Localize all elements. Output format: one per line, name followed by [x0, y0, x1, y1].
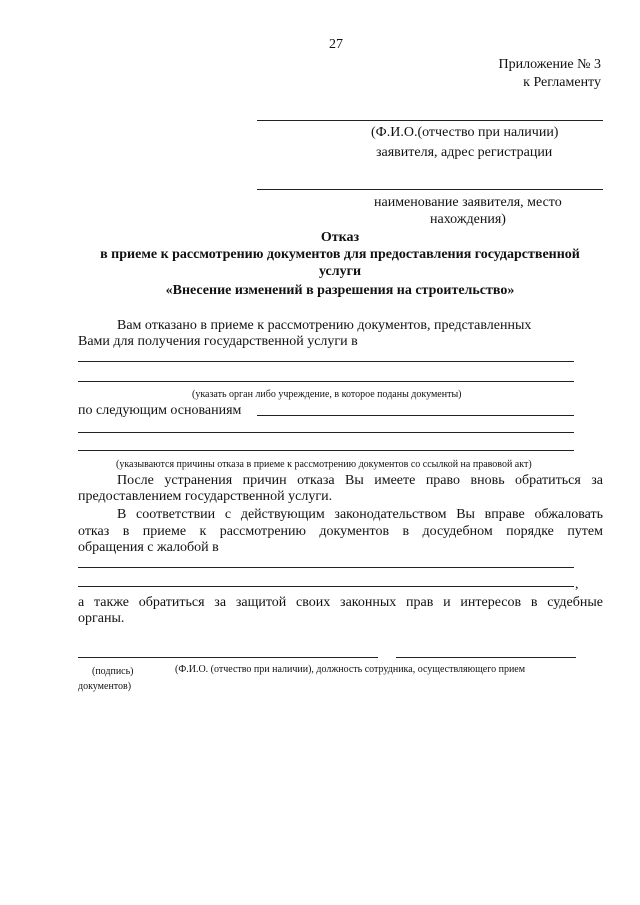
- grounds-underline-1: [257, 415, 574, 416]
- employee-fio-label: (Ф.И.О. (отчество при наличии), должность сотрудника, осуществляющего прием: [175, 664, 526, 675]
- documents-label: документов): [78, 681, 132, 692]
- reasons-hint: (указываются причины отказа в приеме к рассмотрению документов со ссылкой на правовой акт): [116, 459, 532, 470]
- refusal-text-line1: Вам отказано в приеме к рассмотрению документов, представленных: [117, 318, 532, 333]
- applicant-location-label: нахождения): [430, 212, 506, 227]
- refusal-text-line2: Вами для получения государственной услуги в: [78, 334, 358, 349]
- appeal-underline-1: [78, 567, 574, 568]
- title-service-name: «Внесение изменений в разрешения на строительство»: [165, 283, 515, 298]
- title-line2: в приеме к рассмотрению документов для предоставления государственной: [100, 247, 580, 262]
- appeal-text-line1: В соответствии с действующим законодательством Вы вправе обжаловать: [117, 507, 603, 522]
- reapply-text-line2: предоставлением государственной услуги.: [78, 489, 333, 504]
- applicant-fio-underline: [257, 120, 603, 121]
- page-number: 27: [329, 37, 343, 52]
- applicant-fio-label: (Ф.И.О.(отчество при наличии): [371, 125, 559, 140]
- grounds-underline-3: [78, 450, 574, 451]
- grounds-underline-2: [78, 432, 574, 433]
- appendix-line: Приложение № 3: [498, 57, 601, 72]
- signature-label: (подпись): [92, 666, 134, 677]
- applicant-name-underline: [257, 189, 603, 190]
- appeal-underline-2: [78, 586, 574, 587]
- applicant-address-label: заявителя, адрес регистрации: [376, 145, 553, 160]
- court-text-line2: органы.: [78, 611, 125, 626]
- title-line3: услуги: [318, 264, 362, 279]
- employee-fio-underline: [396, 657, 576, 658]
- reapply-text-line1: После устранения причин отказа Вы имеете право вновь обратиться за: [117, 473, 603, 488]
- appeal-comma: ,: [575, 577, 579, 592]
- appeal-text-line2: отказ в приеме к рассмотрению документов в досудебном порядке путем: [78, 524, 603, 539]
- organ-underline-2: [78, 381, 574, 382]
- organ-hint: (указать орган либо учреждение, в которое поданы документы): [192, 389, 462, 400]
- organ-underline-1: [78, 361, 574, 362]
- title-refusal: Отказ: [320, 230, 360, 245]
- grounds-label: по следующим основаниям: [78, 403, 242, 418]
- appeal-text-line3: обращения с жалобой в: [78, 540, 219, 555]
- court-text-line1: а также обратиться за защитой своих законных прав и интересов в судебные: [78, 595, 603, 610]
- applicant-name-label: наименование заявителя, место: [374, 195, 562, 210]
- signature-underline: [78, 657, 378, 658]
- appendix-reglament-line: к Регламенту: [523, 75, 601, 90]
